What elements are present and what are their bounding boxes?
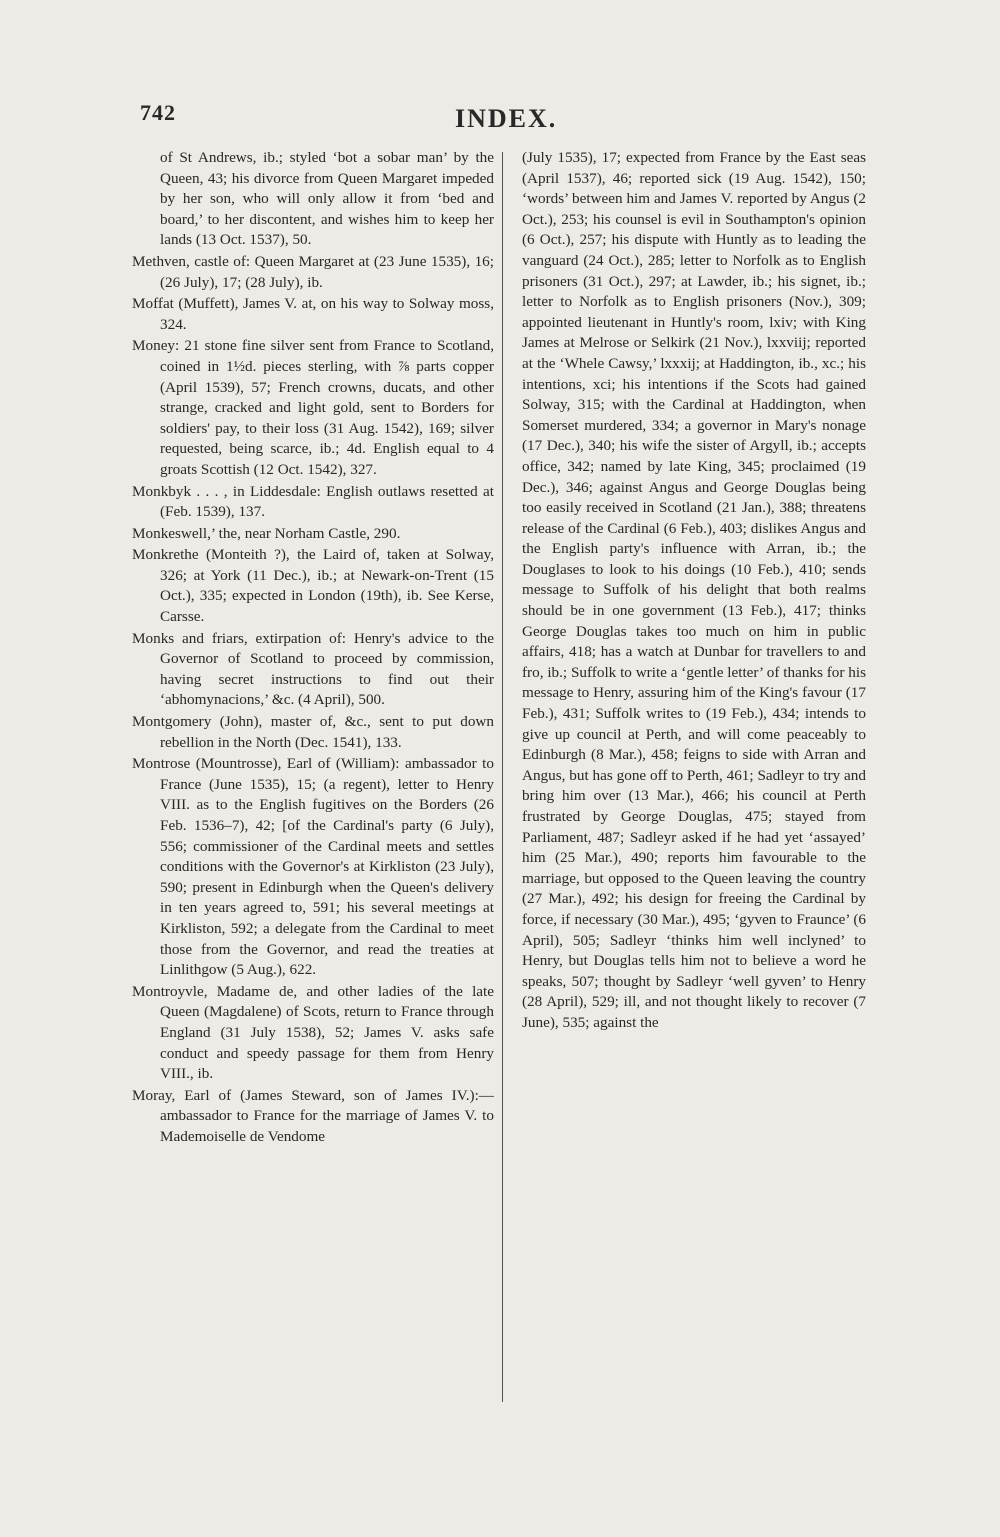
index-entry: Moffat (Muffett), James V. at, on his way to Solway moss, 324. (132, 295, 494, 333)
index-entry: Money: 21 stone fine silver sent from France to Scotland, coined in 1½d. pieces sterling, with ⅞ parts copper (April 1539), 57; French crowns, ducats, and other strange, cracked and light gold, sent to Borders for soldiers' pay, to their loss (31 Aug. 1542), 169; silver requested, being scarce, ib.; 4d. English equal to 4 groats Scottish (12 Oct. 1542), 327. (132, 337, 494, 478)
running-head: INDEX. (455, 104, 558, 133)
index-entry: Methven, castle of: Queen Margaret at (23 June 1535), 16; (26 July), 17; (28 July), ib. (132, 252, 494, 291)
index-entry: Montgomery (John), master of, &c., sent to put down rebellion in the North (Dec. 1541), 133. (132, 713, 494, 751)
index-entry: Montroyvle, Madame de, and other ladies of the late Queen (Magdalene) of Scots, return to France through England (31 July 1538), 52; James V. asks safe conduct and speedy passage for them from Henry VIII., ib. (132, 982, 494, 1083)
index-entry: Monkrethe (Monteith ?), the Laird of, taken at Solway, 326; at York (11 Dec.), ib.; at Newark-on-Trent (15 Oct.), 335; expected in London (19th), ib. See Kerse, Carsse. (132, 546, 494, 626)
right-column (510, 148, 866, 1034)
left-column (132, 148, 494, 1149)
index-entry: Monkbyk . . . , in Liddesdale: English outlaws resetted at (Feb. 1539), 137. (132, 482, 494, 521)
index-entry: Montrose (Mountrosse), Earl of (William): ambassador to France (June 1535), 15; (a regent), letter to Henry VIII. as to the English fugitives on the Borders (26 Feb. 1536–7), 42; [of the Cardinal's party (6 July), 556; commissioner of the Cardinal meets and settles conditions with the Governor's at Kirkliston (23 July), 590; present in Edinburgh when the Queen's delivery in ten years agreed to, 591; his several meetings at Kirkliston, 592; a delegate from the Cardinal to meet those from the Governor, and read the treaties at Linlithgow (5 Aug.), 622. (132, 755, 494, 979)
index-entry-continuation: (July 1535), 17; expected from France by the East seas (April 1537), 46; reported sick (19 Aug. 1542), 150; ‘words’ between him and James V. reported by Angus (2 Oct.), 253; his counsel is evil in Southampton's opinion (6 Oct.), 257; his dispute with Huntly as to leading the vanguard (24 Oct.), 285; letter to Norfolk as to English prisoners (31 Oct.), 297; at Lawder, ib.; his signet, ib.; letter to Norfolk as to English prisoners (Nov.), 309; appointed lieutenant in Huntly's room, lxiv; with King James at Melrose or Selkirk (21 Nov.), lxxviij; reported at the ‘Whele Cawsy,’ lxxxij; at Haddington, ib., xc.; his intentions, xci; his intentions if the Scots had gained Solway, 315; with the Cardinal at Haddington, when Somerset murdered, 334; a governor in Mary's nonage (17 Dec.), 340; his wife the sister of Argyll, ib.; accepts office, 342; named by late King, 345; proclaimed (19 Dec.), 346; against Angus and George Douglas being too easily received in Scotland (21 Jan.), 388; threatens release of the Cardinal (6 Feb.), 403; dislikes Angus and the English party's influence with Arran, ib.; the Douglases to look to his doings (10 Feb.), 410; sends message to Suffolk of his delight that both realms should be in one government (13 Feb.), 417; thinks George Douglas takes too much on him in public affairs, 418; has a watch at Dunbar for travellers to and fro, ib.; Suffolk to write a ‘gentle letter’ of thanks for his message to Henry, assuring him of the King's favour (17 Feb.), 431; Suffolk writes to (19 Feb.), 434; intends to give up council at Perth, and will come peaceably to Edinburgh (8 Mar.), 458; feigns to side with Arran and Angus, but has gone off to Perth, 461; Sadleyr to try and bring him over (13 Mar.), 466; his council at Perth frustrated by George Douglas, 475; stayed from Parliament, 487; Sadleyr asked if he had yet ‘assayed’ him (25 Mar.), 490; reports him favourable to the marriage, but opposed to the Queen leaving the country (27 Mar.), 492; his design for freeing the Cardinal by force, if necessary (30 Mar.), 495; ‘gyven to Fraunce’ (6 April), 505; Sadleyr ‘thinks him well inclyned’ to Henry, but Douglas tells him not to believe a word he speaks, 507; thought by Sadleyr ‘well gyven’ to Henry (28 April), 529; ill, and not thought likely to recover (7 June), 535; against the (522, 149, 866, 1031)
index-entry: Monks and friars, extirpation of: Henry's advice to the Governor of Scotland to proceed by commission, having secret instructions to find out their ‘abhomynacions,’ &c. (4 April), 500. (132, 629, 494, 709)
index-entry: Monkeswell,’ the, near Norham Castle, 290. (132, 524, 401, 542)
page-number: 742 (140, 100, 176, 125)
index-entry: of St Andrews, ib.; styled ‘bot a sobar man’ by the Queen, 43; his divorce from Queen Margaret impeded by her son, who will only allow it from ‘bed and board,’ to her discontent, and wishes him to keep her lands (13 Oct. 1537), 50. (160, 149, 494, 249)
column-divider (502, 152, 503, 1402)
index-entry: Moray, Earl of (James Steward, son of James IV.):—ambassador to France for the marriage of James V. to Mademoiselle de Vendome (132, 1086, 494, 1145)
